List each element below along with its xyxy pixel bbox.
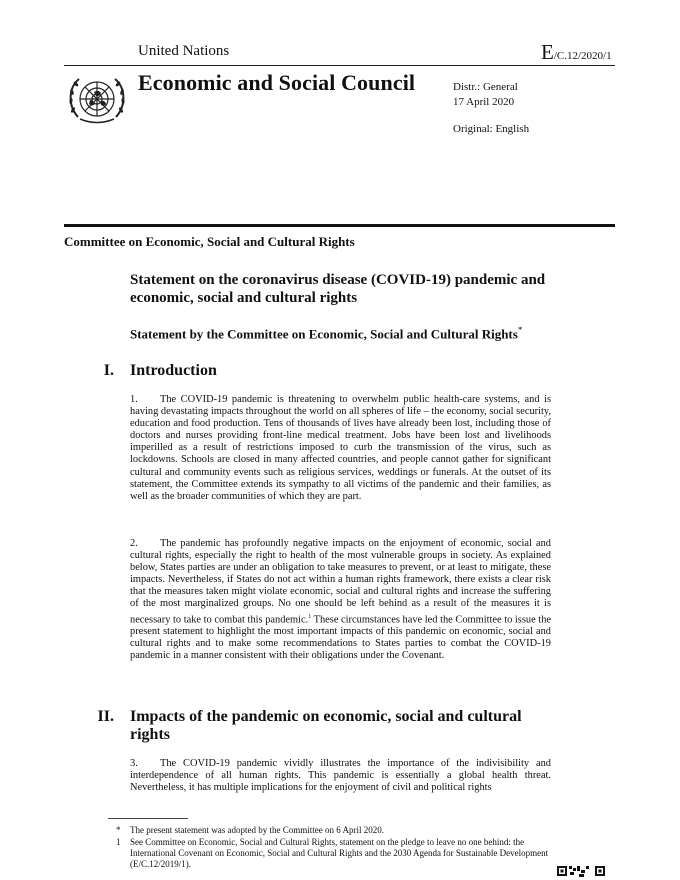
footnote-1	[116, 837, 570, 870]
footnote-rule	[108, 818, 188, 819]
paragraph-number: 1.	[130, 394, 138, 405]
footnote-text: The present statement was adopted by the Committee on 6 April 2020.	[130, 825, 384, 835]
paragraph-2	[130, 538, 551, 662]
paragraph-text: The COVID-19 pandemic vividly illustrates the importance of the indivisibility and interdependence of all human rights. This pandemic is essentially a global health threat. Nevertheless, it has multiple implications for the enjoyment of civil and political rights	[130, 758, 551, 794]
qr-code-icon	[557, 864, 607, 880]
original-language: Original: English	[453, 123, 530, 135]
paragraph-text-continued: These circumstances have led the Committee to issue the present statement to highlight the most important impacts of this pandemic on economic, social and cultural rights and to make some recommendations to States parties to combat the COVID-19 pandemic in a manner consistent with their obligations under the Covenant.	[130, 614, 552, 662]
distribution: Distr.: General	[453, 81, 518, 93]
header-rule	[64, 65, 615, 66]
paragraph-number: 2.	[130, 538, 138, 549]
statement-subtitle	[130, 325, 522, 342]
footnote-ref-1[interactable]: 1	[308, 613, 312, 620]
paragraph-text: The pandemic has profoundly negative impacts on the enjoyment of economic, social and cultural rights, especially the right to health of the most vulnerable groups in society. As explained below, States parties are under an obligation to take measures to prevent, or at least to mitigate, these impacts. Nevertheless, if States do not act within a human rights framework, there exists a clear risk that the measures taken might violate economic, social and cultural rights and increase the suffering of the most marginalized groups. No one should be left behind as a result of the measures it is necessary to take to combat this pandemic.	[130, 538, 551, 626]
council-title: Economic and Social Council	[138, 70, 416, 95]
footnote-star	[116, 825, 570, 836]
title-rule	[64, 224, 615, 227]
symbol-prefix: E	[541, 40, 554, 64]
section-heading-introduction: Introduction	[130, 362, 217, 379]
organization-name: United Nations	[138, 43, 230, 59]
statement-title: Statement on the coronavirus disease (COVID-19) pandemic and economic, social and cultural rights	[130, 272, 546, 306]
document-symbol	[541, 40, 612, 65]
section-number-2: II.	[97, 708, 114, 725]
paragraph-1	[130, 394, 551, 503]
paragraph-3	[130, 758, 551, 794]
symbol-rest: /C.12/2020/1	[553, 50, 612, 62]
footnote-ref-star[interactable]: *	[517, 325, 523, 335]
section-heading-impacts: Impacts of the pandemic on economic, social and cultural rights	[130, 708, 522, 743]
paragraph-number: 3.	[130, 758, 138, 769]
section-number-1: I.	[103, 362, 114, 379]
un-emblem-icon	[64, 70, 130, 130]
statement-by: Statement by the Committee on Economic, Social and Cultural Rights	[130, 326, 518, 342]
paragraph-text: The COVID-19 pandemic is threatening to overwhelm public health-care systems, and is having devastating impacts throughout the world on all spheres of life – the economy, social security, education and food production. Tens of thousands of lives have already been lost, including those of doctors and nurses providing front-line medical treatment. Jobs have been lost and livelihoods imperilled as a result of restrictions imposed to curb the transmission of the virus, such as lockdowns. Schools are closed in many affected countries, and people cannot gather for significant cultural and community events such as religious services, weddings or funerals. At the outset of its statement, the Committee extends its sympathy to all victims of the pandemic and their families, as well as the broader communities of which they are part.	[130, 394, 551, 502]
distribution-block	[453, 80, 529, 137]
footnote-mark: 1	[116, 837, 121, 847]
footnote-text: See Committee on Economic, Social and Cultural Rights, statement on the pledge to leave no one behind: the International Covenant on Economic, Social and Cultural Rights and the 2030 Agenda for Sustainable Development (E/C.12/2019/1).	[130, 837, 549, 869]
issue-date: 17 April 2020	[453, 96, 515, 108]
footnote-mark: *	[116, 825, 121, 835]
committee-name: Committee on Economic, Social and Cultural Rights	[64, 234, 355, 249]
